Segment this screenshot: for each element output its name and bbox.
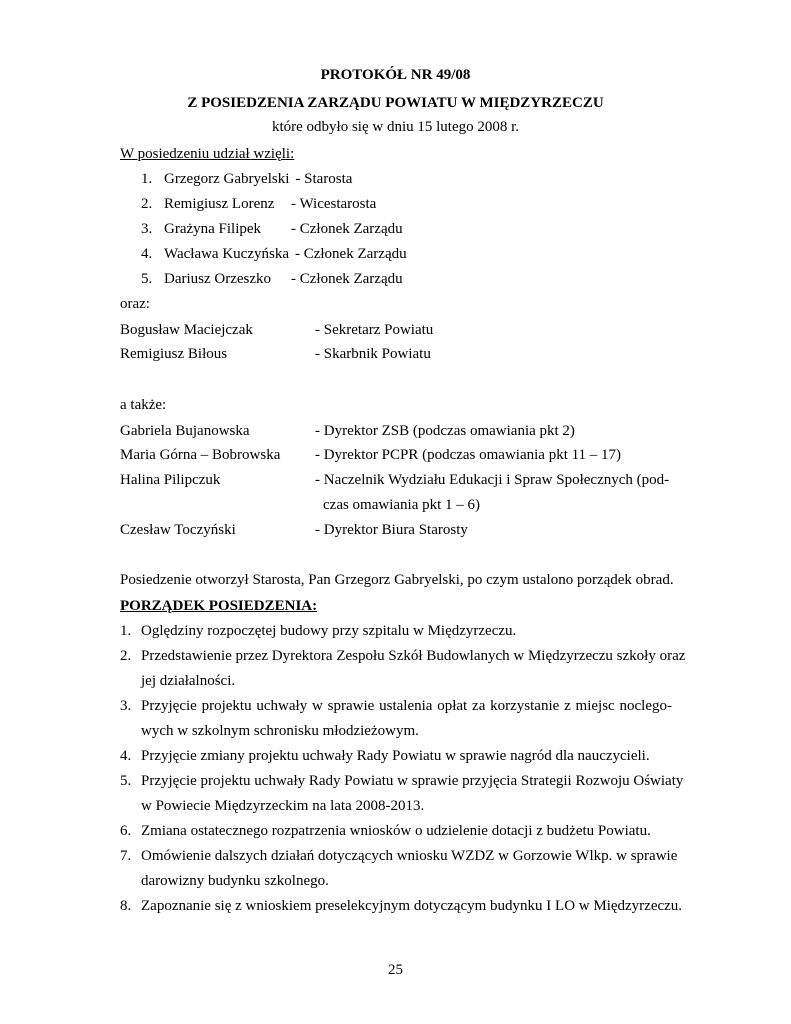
official-name: Remigiusz Biłous (120, 346, 228, 362)
member-role: - Członek Zarządu (291, 271, 403, 287)
agenda-item-text: Oględziny rozpoczętej budowy przy szpitalu w Międzyrzeczu. (141, 623, 517, 639)
a-takze-label: a także: (120, 397, 167, 413)
guest-name: Czesław Toczyński (120, 522, 236, 538)
agenda-item-text: Przyjęcie zmiany projektu uchwały Rady Powiatu w sprawie nagród dla nauczycieli. (141, 748, 650, 764)
agenda-item-number: 6. (120, 823, 132, 839)
agenda-item-text: Zmiana ostatecznego rozpatrzenia wniosków o udzielenie dotacji z budżetu Powiatu. (141, 823, 651, 839)
member-name: Wacława Kuczyńska (164, 246, 289, 262)
member-name: Remigiusz Lorenz (164, 196, 275, 212)
member-name: Dariusz Orzeszko (164, 271, 272, 287)
agenda-item-text: Przedstawienie przez Dyrektora Zespołu Szkół Budowlanych w Międzyrzeczu szkoły oraz (141, 648, 686, 664)
member-name: Grażyna Filipek (164, 221, 262, 237)
agenda-item-number: 2. (120, 648, 132, 664)
date-line: które odbyło się w dniu 15 lutego 2008 r. (271, 119, 520, 135)
agenda-item-number: 5. (120, 773, 132, 789)
agenda-item-number: 8. (120, 898, 132, 914)
document-title: PROTOKÓŁ NR 49/08 (320, 67, 471, 83)
member-role: - Członek Zarządu (294, 246, 407, 262)
member-number: 3. (141, 221, 153, 237)
page-number: 25 (388, 962, 403, 978)
guest-name: Maria Górna – Bobrowska (120, 447, 281, 463)
member-number: 2. (141, 196, 153, 212)
member-number: 4. (141, 246, 153, 262)
member-role: - Członek Zarządu (291, 221, 403, 237)
member-role: - Wicestarosta (291, 196, 377, 212)
document-subtitle: Z POSIEDZENIA ZARZĄDU POWIATU W MIĘDZYRZECZU (187, 95, 604, 111)
opening-paragraph: Posiedzenie otworzył Starosta, Pan Grzegorz Gabryelski, po czym ustalono porządek obrad. (120, 572, 674, 588)
attendees-heading: W posiedzeniu udział wzięli: (120, 146, 295, 162)
agenda-item-text: darowizny budynku szkolnego. (141, 873, 329, 889)
member-number: 1. (141, 171, 153, 187)
official-role: - Skarbnik Powiatu (315, 346, 431, 362)
agenda-heading: PORZĄDEK POSIEDZENIA: (120, 598, 318, 614)
agenda-item-text: wych w szkolnym schronisku młodzieżowym. (141, 723, 419, 739)
member-number: 5. (141, 271, 153, 287)
agenda-item-number: 1. (120, 623, 132, 639)
guest-name: Gabriela Bujanowska (120, 423, 250, 439)
agenda-item-text: Zapoznanie się z wnioskiem preselekcyjnym dotyczącym budynku I LO w Międzyrzeczu. (141, 898, 683, 914)
oraz-label: oraz: (120, 296, 150, 312)
official-name: Bogusław Maciejczak (120, 322, 253, 338)
agenda-item-text: Przyjęcie projektu uchwały Rady Powiatu w sprawie przyjęcia Strategii Rozwoju Oświaty (141, 773, 684, 789)
member-role: - Starosta (295, 171, 353, 187)
guest-role: - Dyrektor ZSB (podczas omawiania pkt 2) (315, 423, 575, 439)
agenda-item-text: w Powiecie Międzyrzeckim na lata 2008-2013. (141, 798, 425, 814)
guest-role-continued: czas omawiania pkt 1 – 6) (323, 497, 481, 513)
member-name: Grzegorz Gabryelski (164, 171, 290, 187)
agenda-item-text: jej działalności. (141, 673, 236, 689)
agenda-item-number: 7. (120, 848, 132, 864)
guest-name: Halina Pilipczuk (120, 472, 221, 488)
agenda-item-text: Przyjęcie projektu uchwały w sprawie ustalenia opłat za korzystanie z miejsc noclego- (141, 698, 672, 714)
official-role: - Sekretarz Powiatu (315, 322, 434, 338)
guest-role: - Dyrektor PCPR (podczas omawiania pkt 11 – 17) (315, 447, 622, 463)
guest-role: - Naczelnik Wydziału Edukacji i Spraw Społecznych (pod- (315, 472, 670, 488)
guest-role: - Dyrektor Biura Starosty (315, 522, 468, 538)
agenda-item-text: Omówienie dalszych działań dotyczących wniosku WZDZ w Gorzowie Wlkp. w sprawie (141, 848, 678, 864)
agenda-item-number: 3. (120, 698, 132, 714)
agenda-item-number: 4. (120, 748, 132, 764)
